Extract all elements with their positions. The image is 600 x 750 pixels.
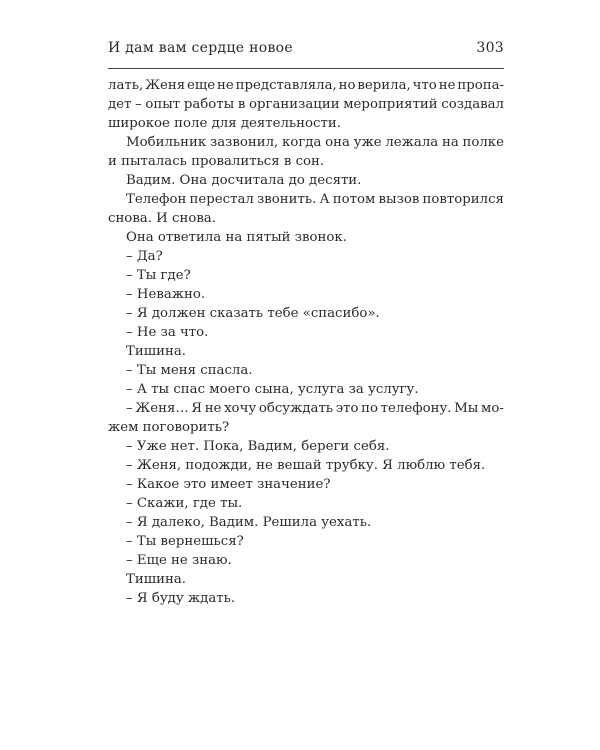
word: на: [441, 135, 459, 150]
dialogue-line: – Ты вернешься?: [126, 534, 244, 549]
word: звонить.: [257, 192, 317, 207]
word: организации: [248, 97, 340, 112]
word: еще: [187, 78, 216, 93]
running-head: [108, 40, 504, 62]
text-line: [108, 95, 504, 114]
dialogue-line: – Скажи, где ты.: [126, 496, 243, 511]
word: Мобильник: [126, 135, 207, 150]
word: работы: [183, 97, 235, 112]
dialogue-line: – Ты где?: [126, 268, 191, 283]
dialogue-line: – Не за что.: [126, 325, 209, 340]
word: дет: [108, 97, 132, 112]
text-line: Тишина.: [126, 344, 186, 359]
dialogue-line: – Я далеко, Вадим. Решила уехать.: [126, 515, 372, 530]
word: зазвонил,: [209, 135, 279, 150]
word: вызов: [378, 192, 420, 207]
word: Я: [191, 401, 203, 416]
word: это: [335, 401, 359, 416]
header-rule: [108, 68, 504, 69]
word: но: [338, 78, 356, 93]
text-line: широкое поле для деятельности.: [108, 116, 341, 131]
word: опыт: [145, 97, 181, 112]
dialogue-line: – Уже нет. Пока, Вадим, береги себя.: [126, 439, 390, 454]
dialogue-line: – Какое это имеет значение?: [126, 477, 331, 492]
word: не: [217, 78, 234, 93]
dialogue-line: – Неважно.: [126, 287, 206, 302]
word: обсуждать: [258, 401, 334, 416]
word: в: [237, 97, 246, 112]
dialogue-line: – А ты спас моего сына, услуга за услугу.: [126, 382, 419, 397]
text-line: [108, 133, 504, 152]
book-title: И дам вам сердце новое: [108, 40, 293, 56]
word: полке: [462, 135, 504, 150]
word: Женя…: [135, 401, 189, 416]
text-line: Вадим. Она досчитала до десяти.: [126, 173, 362, 188]
word: по: [361, 401, 379, 416]
word: уже: [353, 135, 382, 150]
word: –: [126, 401, 133, 416]
word: мероприятий: [343, 97, 438, 112]
dialogue-line: [108, 399, 504, 418]
word: мо-: [481, 401, 504, 416]
word: верила,: [357, 78, 411, 93]
word: что: [412, 78, 437, 93]
word: когда: [282, 135, 322, 150]
dialogue-line: – Еще не знаю.: [126, 553, 232, 568]
text-line: [108, 190, 504, 209]
dialogue-line: жем поговорить?: [108, 420, 230, 435]
word: потом: [332, 192, 376, 207]
word: А: [319, 192, 330, 207]
word: повторился: [422, 192, 504, 207]
word: перестал: [189, 192, 254, 207]
page-number: 303: [476, 40, 504, 56]
word: она: [325, 135, 350, 150]
text-line: и пыталась провалиться в сон.: [108, 154, 325, 169]
text-line: Тишина.: [126, 572, 186, 587]
dialogue-line: – Женя, подожди, не вешай трубку. Я люблю тебя.: [126, 458, 486, 473]
dialogue-line: – Я буду ждать.: [126, 591, 236, 606]
word: лежала: [385, 135, 439, 150]
dialogue-line: – Я должен сказать тебе «спасибо».: [126, 306, 380, 321]
word: –: [135, 97, 142, 112]
word: Мы: [454, 401, 479, 416]
word: создавал: [441, 97, 504, 112]
dialogue-line: – Да?: [126, 249, 163, 264]
text-line: [108, 76, 504, 95]
text-line: снова. И снова.: [108, 211, 216, 226]
word: представляла,: [235, 78, 337, 93]
word: лать,: [108, 78, 144, 93]
word: пропа-: [457, 78, 504, 93]
word: не: [438, 78, 456, 93]
word: хочу: [224, 401, 257, 416]
word: Телефон: [126, 192, 187, 207]
word: Женя: [145, 78, 186, 93]
body-text: [108, 76, 504, 608]
word: телефону.: [380, 401, 452, 416]
word: не: [204, 401, 222, 416]
dialogue-line: – Ты меня спасла.: [126, 363, 253, 378]
text-line: Она ответила на пятый звонок.: [126, 230, 347, 245]
